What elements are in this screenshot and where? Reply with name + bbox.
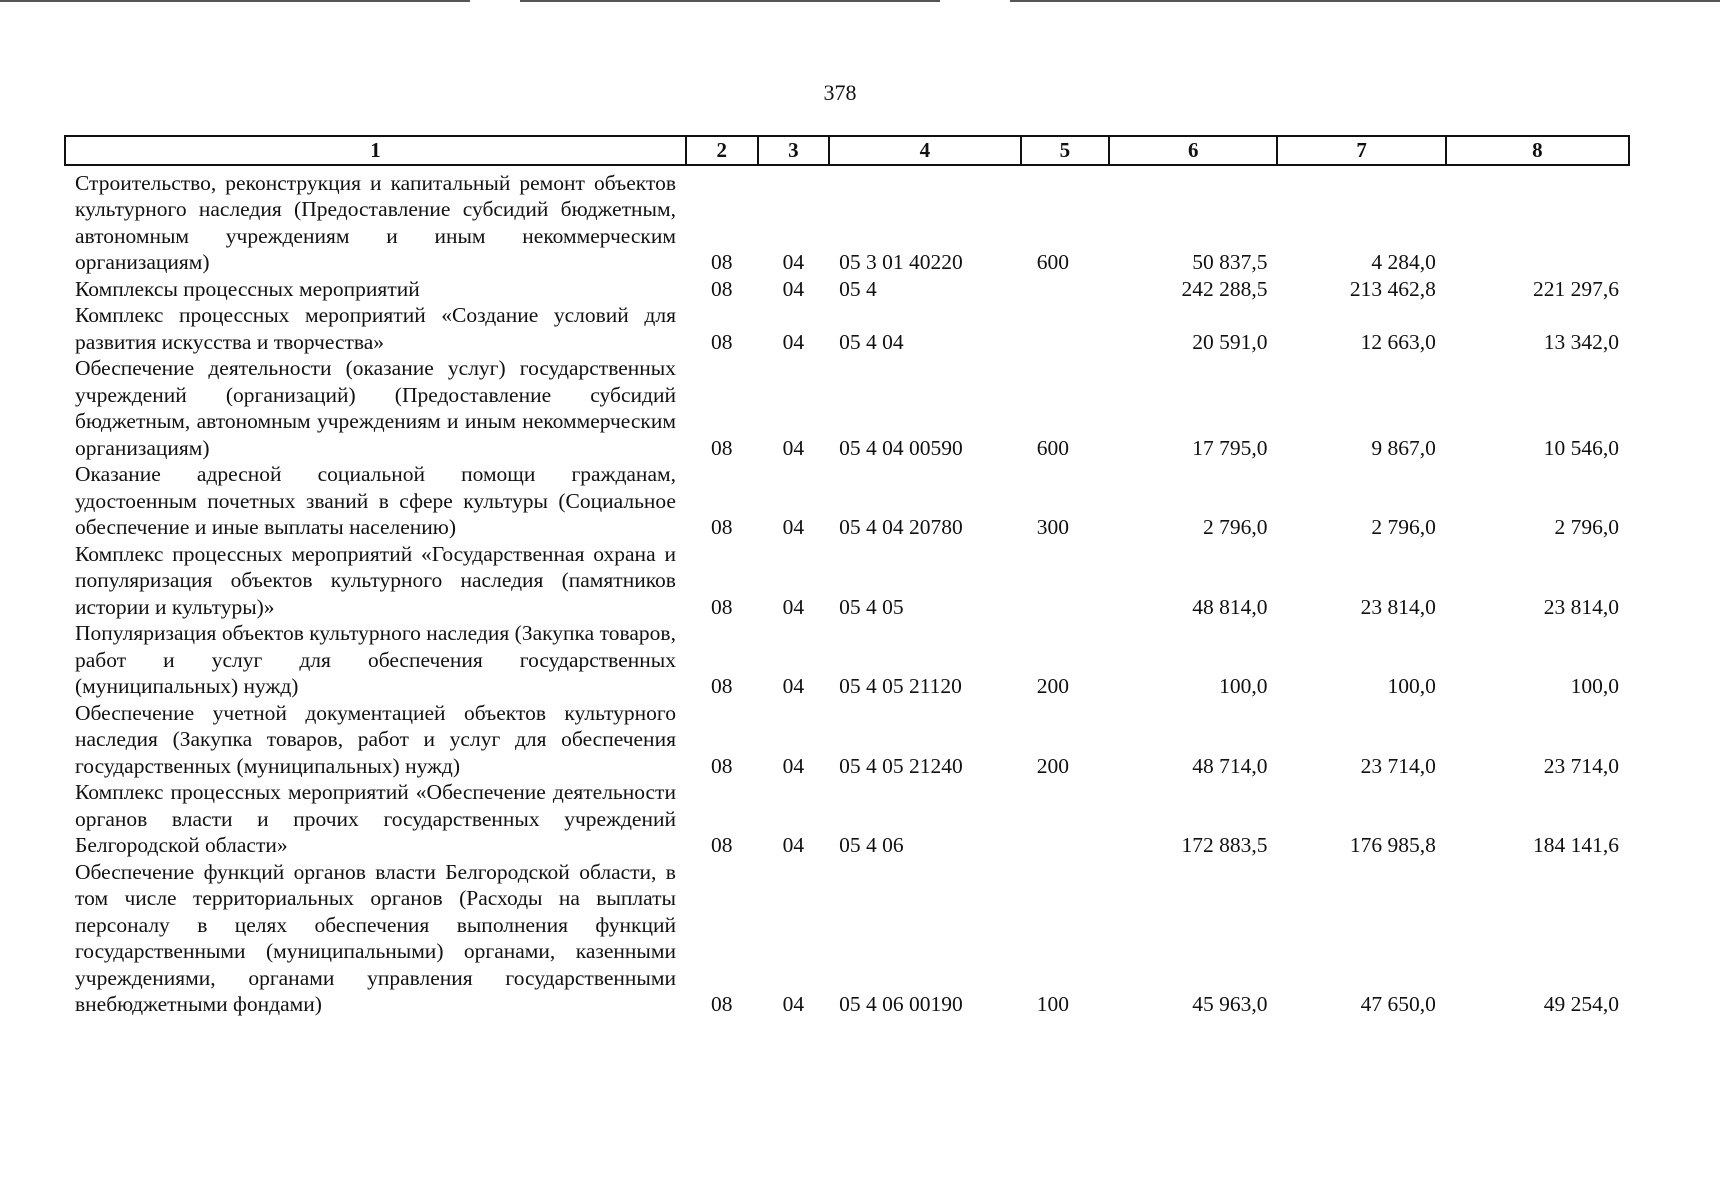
row-name: Обеспечение функций органов власти Белгородской области, в том числе территориальных органов (Расходы на выплаты персоналу в целях обеспечения выполнения функций государственными (муниципальными) органами, казенными учреждениями, органами управления государственными внебюджетными фондами): [75, 859, 676, 1016]
header-col-7: 7: [1277, 136, 1445, 165]
header-col-6: 6: [1109, 136, 1277, 165]
expense-type-code: 600: [1036, 435, 1069, 460]
amount-year-2: 9 867,0: [1371, 435, 1436, 460]
amount-year-1: 50 837,5: [1192, 250, 1268, 274]
header-row: [65, 136, 1629, 165]
amount-year-2: 2 796,0: [1371, 515, 1436, 539]
target-article-code: 05 4: [839, 276, 877, 301]
expense-type-code: [1021, 302, 1109, 355]
table-row: [65, 620, 1629, 700]
table-row: [65, 541, 1629, 621]
row-name: Строительство, реконструкция и капитальный ремонт объектов культурного наследия (Предоставление субсидий бюджетным, автономным учреждениям и иным некоммерческим организациям): [75, 170, 676, 274]
amount-year-3: 23 714,0: [1543, 753, 1619, 778]
amount-year-3: [1446, 170, 1629, 276]
expense-type-code: 200: [1036, 753, 1069, 778]
scan-edge-line: [520, 0, 940, 2]
target-article-code: 05 3 01 40220: [839, 250, 963, 274]
subsection-code: 04: [782, 992, 805, 1016]
target-article-code: 05 4 05 21240: [839, 753, 963, 778]
target-article-code: 05 4 04: [839, 329, 904, 354]
amount-year-2: 213 462,8: [1349, 276, 1436, 301]
table-row: [65, 302, 1629, 355]
amount-year-3: 100,0: [1570, 674, 1619, 698]
subsection-code: 04: [782, 753, 805, 778]
subsection-code: 04: [782, 250, 805, 274]
row-name: Комплекс процессных мероприятий «Государственная охрана и популяризация объектов культурного наследия (памятников истории и культуры)»: [75, 541, 676, 619]
amount-year-1: 48 714,0: [1192, 753, 1268, 778]
row-name: Комплекс процессных мероприятий «Создание условий для развития искусства и творчества»: [75, 303, 676, 354]
header-col-8: 8: [1446, 136, 1629, 165]
amount-year-3: 221 297,6: [1533, 276, 1619, 301]
amount-year-3: 2 796,0: [1554, 515, 1619, 539]
target-article-code: 05 4 04 00590: [839, 435, 963, 460]
section-code: 08: [711, 674, 733, 698]
subsection-code: 04: [782, 329, 805, 354]
expense-type-code: [1021, 779, 1109, 859]
subsection-code: 04: [782, 594, 805, 619]
amount-year-2: 47 650,0: [1360, 992, 1436, 1016]
row-name: Обеспечение учетной документацией объектов культурного наследия (Закупка товаров, работ и услуг для обеспечения государственных (муниципальных) нужд): [75, 700, 676, 778]
header-col-3: 3: [758, 136, 830, 165]
subsection-code: 04: [782, 276, 805, 301]
amount-year-1: 17 795,0: [1192, 435, 1268, 460]
row-name: Комплексы процессных мероприятий: [75, 276, 420, 301]
expense-type-code: 300: [1036, 515, 1069, 539]
scan-edge-line: [1010, 0, 1720, 2]
amount-year-1: 172 883,5: [1181, 833, 1268, 857]
header-col-2: 2: [686, 136, 758, 165]
subsection-code: 04: [782, 674, 805, 698]
target-article-code: 05 4 06: [839, 833, 904, 857]
section-code: 08: [711, 515, 733, 539]
section-code: 08: [711, 992, 733, 1016]
row-name: Обеспечение деятельности (оказание услуг) государственных учреждений (организаций) (Предоставление субсидий бюджетным, автономным учреждениям и иным некоммерческим организациям): [75, 356, 676, 460]
amount-year-1: 100,0: [1219, 674, 1268, 698]
budget-table: [64, 135, 1630, 1018]
amount-year-2: 4 284,0: [1371, 250, 1436, 274]
expense-type-code: 100: [1036, 992, 1069, 1016]
amount-year-2: 23 714,0: [1360, 753, 1436, 778]
subsection-code: 04: [782, 435, 805, 460]
target-article-code: 05 4 05 21120: [839, 674, 962, 698]
target-article-code: 05 4 05: [839, 594, 904, 619]
target-article-code: 05 4 06 00190: [839, 992, 963, 1016]
table-row: [65, 355, 1629, 461]
amount-year-1: 45 963,0: [1192, 992, 1268, 1016]
table-body: [65, 165, 1629, 1018]
table-row: [65, 700, 1629, 780]
amount-year-1: 20 591,0: [1192, 329, 1268, 354]
header-col-4: 4: [829, 136, 1021, 165]
section-code: 08: [711, 276, 733, 301]
scan-edge-line: [0, 0, 470, 2]
amount-year-2: 12 663,0: [1360, 329, 1436, 354]
amount-year-3: 13 342,0: [1543, 329, 1619, 354]
page-number: 378: [823, 80, 857, 105]
section-code: 08: [711, 329, 733, 354]
amount-year-2: 176 985,8: [1349, 833, 1436, 857]
table-row: [65, 461, 1629, 541]
amount-year-2: 23 814,0: [1360, 594, 1436, 619]
section-code: 08: [711, 753, 733, 778]
section-code: 08: [711, 435, 733, 460]
amount-year-3: 184 141,6: [1533, 833, 1619, 857]
amount-year-1: 48 814,0: [1192, 594, 1268, 619]
amount-year-3: 49 254,0: [1543, 992, 1619, 1016]
row-name: Комплекс процессных мероприятий «Обеспечение деятельности органов власти и прочих государственных учреждений Белгородской области»: [75, 780, 676, 857]
row-name: Популяризация объектов культурного наследия (Закупка товаров, работ и услуг для обеспечения государственных (муниципальных) нужд): [75, 621, 676, 698]
target-article-code: 05 4 04 20780: [839, 515, 963, 539]
table-row: [65, 859, 1629, 1018]
section-code: 08: [711, 594, 733, 619]
subsection-code: 04: [782, 833, 805, 857]
table-row: [65, 170, 1629, 276]
section-code: 08: [711, 250, 733, 274]
table-row: [65, 779, 1629, 859]
table-row: [65, 276, 1629, 303]
expense-type-code: [1021, 276, 1109, 303]
amount-year-1: 242 288,5: [1181, 276, 1268, 301]
expense-type-code: 200: [1036, 674, 1069, 698]
amount-year-3: 10 546,0: [1543, 435, 1619, 460]
row-name: Оказание адресной социальной помощи гражданам, удостоенным почетных званий в сфере культуры (Социальное обеспечение и иные выплаты населению): [75, 462, 676, 539]
subsection-code: 04: [782, 515, 805, 539]
section-code: 08: [711, 833, 733, 857]
amount-year-2: 100,0: [1387, 674, 1436, 698]
header-col-1: 1: [65, 136, 686, 165]
header-col-5: 5: [1021, 136, 1109, 165]
expense-type-code: [1021, 541, 1109, 621]
expense-type-code: 600: [1036, 250, 1069, 274]
amount-year-3: 23 814,0: [1543, 594, 1619, 619]
amount-year-1: 2 796,0: [1202, 515, 1268, 539]
